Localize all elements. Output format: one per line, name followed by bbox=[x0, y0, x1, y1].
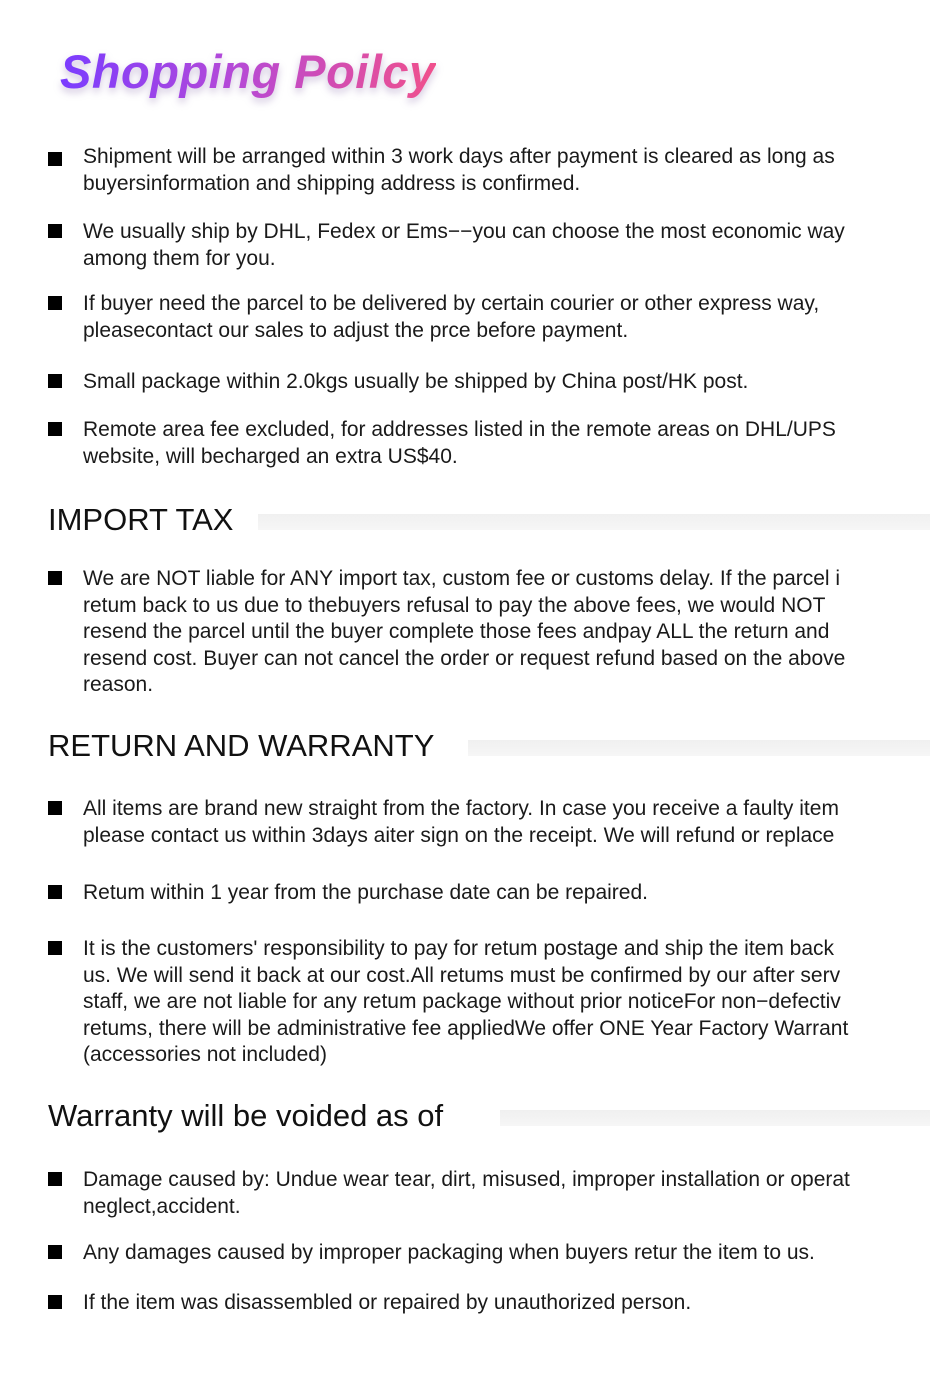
list-item-text: Small package within 2.0kgs usually be shipped by China post/HK post. bbox=[83, 370, 749, 393]
bullet-icon bbox=[48, 374, 62, 388]
list-item bbox=[0, 417, 930, 471]
list-item-text: If the item was disassembled or repaired by unauthorized person. bbox=[83, 1291, 692, 1314]
list-item bbox=[0, 144, 930, 198]
page-title: Shopping Poilcy bbox=[60, 42, 436, 102]
section-divider bbox=[468, 740, 930, 756]
list-item-text: Shipment will be arranged within 3 work days after payment is cleared as long as buyersinformation and shipping address is confirmed. bbox=[83, 145, 835, 195]
section-heading-return-warranty: RETURN AND WARRANTY bbox=[48, 728, 435, 763]
bullet-icon bbox=[48, 801, 62, 815]
list-item bbox=[0, 369, 930, 397]
section-divider bbox=[258, 514, 930, 530]
list-item bbox=[0, 936, 930, 1070]
list-item-text: Any damages caused by improper packaging when buyers retur the item to us. bbox=[83, 1241, 815, 1264]
bullet-icon bbox=[48, 571, 62, 585]
bullet-icon bbox=[48, 152, 62, 166]
list-item bbox=[0, 1290, 930, 1318]
list-item bbox=[0, 1167, 930, 1221]
section-heading-import-tax: IMPORT TAX bbox=[48, 502, 234, 537]
bullet-icon bbox=[48, 1172, 62, 1186]
bullet-icon bbox=[48, 885, 62, 899]
bullet-icon bbox=[48, 224, 62, 238]
list-item-text: All items are brand new straight from the factory. In case you receive a faulty item please contact us within 3days aiter sign on the receipt. We will refund or replace bbox=[83, 797, 839, 847]
list-item bbox=[0, 1240, 930, 1268]
bullet-icon bbox=[48, 422, 62, 436]
list-item-text: Damage caused by: Undue wear tear, dirt, misused, improper installation or operat neglect,accident. bbox=[83, 1168, 850, 1218]
section-divider bbox=[500, 1110, 930, 1126]
list-item bbox=[0, 880, 930, 908]
section-heading-warranty-void: Warranty will be voided as of bbox=[48, 1098, 444, 1133]
bullet-icon bbox=[48, 941, 62, 955]
list-item-text: Retum within 1 year from the purchase date can be repaired. bbox=[83, 881, 648, 904]
bullet-icon bbox=[48, 1295, 62, 1309]
bullet-icon bbox=[48, 1245, 62, 1259]
list-item bbox=[0, 291, 930, 345]
list-item-text: We are NOT liable for ANY import tax, custom fee or customs delay. If the parcel i retum back to us due to thebuyers refusal to pay the above fees, we would NOT resend the parcel until the buyer complete those fees andpay ALL the return and resend cost. Buyer can not cancel the order or request refund based on the above reason. bbox=[83, 567, 846, 696]
list-item bbox=[0, 796, 930, 850]
list-item-text: We usually ship by DHL, Fedex or Ems−−you can choose the most economic way among them for you. bbox=[83, 220, 845, 270]
list-item bbox=[0, 219, 930, 273]
bullet-icon bbox=[48, 296, 62, 310]
list-item-text: Remote area fee excluded, for addresses listed in the remote areas on DHL/UPS website, will becharged an extra US$40. bbox=[83, 418, 836, 468]
list-item-text: If buyer need the parcel to be delivered by certain courier or other express way, pleasecontact our sales to adjust the prce before payment. bbox=[83, 292, 820, 342]
list-item bbox=[0, 566, 930, 700]
list-item-text: It is the customers' responsibility to pay for retum postage and ship the item back us. We will send it back at our cost.All retums must be confirmed by our after serv staff, we are not liable for any retum package without prior noticeFor non−defectiv retums, there will be administrative fee appliedWe offer ONE Year Factory Warrant (accessories not included) bbox=[83, 937, 849, 1066]
